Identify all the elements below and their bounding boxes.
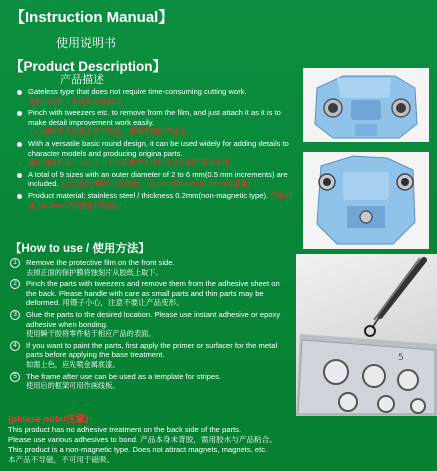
list-item: With a versatile basic round design, it can be used widely for adding details to character models and producing origina parts. 通用的圆形设计可广泛用于公仔模型上增补细节和制作原创零件。 (16, 139, 298, 168)
step-number: 1 (10, 258, 20, 268)
manual-title-cn: 使用说明书 (56, 36, 117, 50)
manual-title: 【Instruction Manual】 (10, 9, 174, 26)
step-number: 5 (10, 372, 20, 382)
list-item: Gateless type that does not require time-consuming cutting work. 无料口设计，无需费时修料口。 (16, 87, 298, 106)
product-photo-robot-head (303, 68, 429, 142)
step-number: 2 (10, 279, 20, 289)
bullet-icon (17, 173, 22, 178)
product-photo-robot-body (303, 152, 429, 249)
how-to-use-steps (10, 258, 288, 393)
note-line: 本产品不导磁，不可用于磁吸。 (8, 455, 115, 464)
step-number: 3 (10, 310, 20, 320)
product-description-list (16, 87, 298, 212)
list-item: A total of 9 sizes with an outer diameter of 2 to 6 mm(0.5 mm increments) are included. 总共包含9种尺寸的外径，从2mm到6mm (0.5mm的增量)。 (16, 170, 298, 189)
bullet-icon (17, 194, 22, 199)
product-description-title-cn: 产品描述 (60, 74, 104, 86)
robot-body-illustration (303, 152, 429, 249)
list-item: 4 If you want to paint the parts, first apply the primer or surfacer for the metal parts before applying the base treatment. 如需上色，应先喷金属底漆。 (10, 341, 288, 370)
tweezers-sheet-illustration (296, 254, 437, 416)
list-item: 3 Glue the parts to the desired location. Please use instant adhesive or epoxy adhesive when bonding. 使用瞬干胶将零件粘于相应产品的表面。 (10, 310, 288, 339)
sheet-size-label: 5 (398, 353, 404, 363)
robot-head-illustration (303, 68, 429, 142)
product-description-title: 【Product Description】 (10, 59, 167, 74)
note-line: Please use various adhesives to bond. 产品本身未背胶，需用胶水与产品粘合。 (8, 435, 277, 444)
product-photo-etched-sheet (296, 254, 437, 416)
bullet-icon (17, 142, 22, 147)
bullet-icon (17, 90, 22, 95)
list-item: Product material: stainless steel / thickness 0.2mm(non-magnetic type). 产品材质为0.2mm不锈钢(不导磁)。 (16, 191, 298, 210)
step-number: 4 (10, 341, 20, 351)
notes-block (8, 425, 433, 465)
note-line: This product is a non-magnetic type. Does not attract magnets, magnets, etc. (8, 445, 268, 454)
list-item: 2 Pinch the parts with tweezers and remove them from the adhesive sheet on the back. Please handle with care as small parts and thin parts may be deformed. 用镊子小心，注意不要让产品变形。 (10, 279, 288, 308)
how-to-use-title: 【How to use / 使用方法】 (10, 243, 150, 255)
list-item: 5 The frame after use can be used as a template for stripes. 使用后的框架可用作画线板。 (10, 372, 288, 391)
list-item: 1 Remove the protective film on the front side. 去掉正面的保护膜将蚀刻片从胶纸上取下。 (10, 258, 288, 277)
note-title: (please note/注意) (8, 414, 89, 425)
list-item: Pinch with tweezers etc. to remove from the film, and just attach it as it is to make detail improvement work easily. 小心用镊子从胶板上取下物品，再粘于相应产品上。 (16, 108, 298, 137)
note-line: This product has no adhesive treatment on the back side of the parts. (8, 425, 242, 434)
bullet-icon (17, 111, 22, 116)
